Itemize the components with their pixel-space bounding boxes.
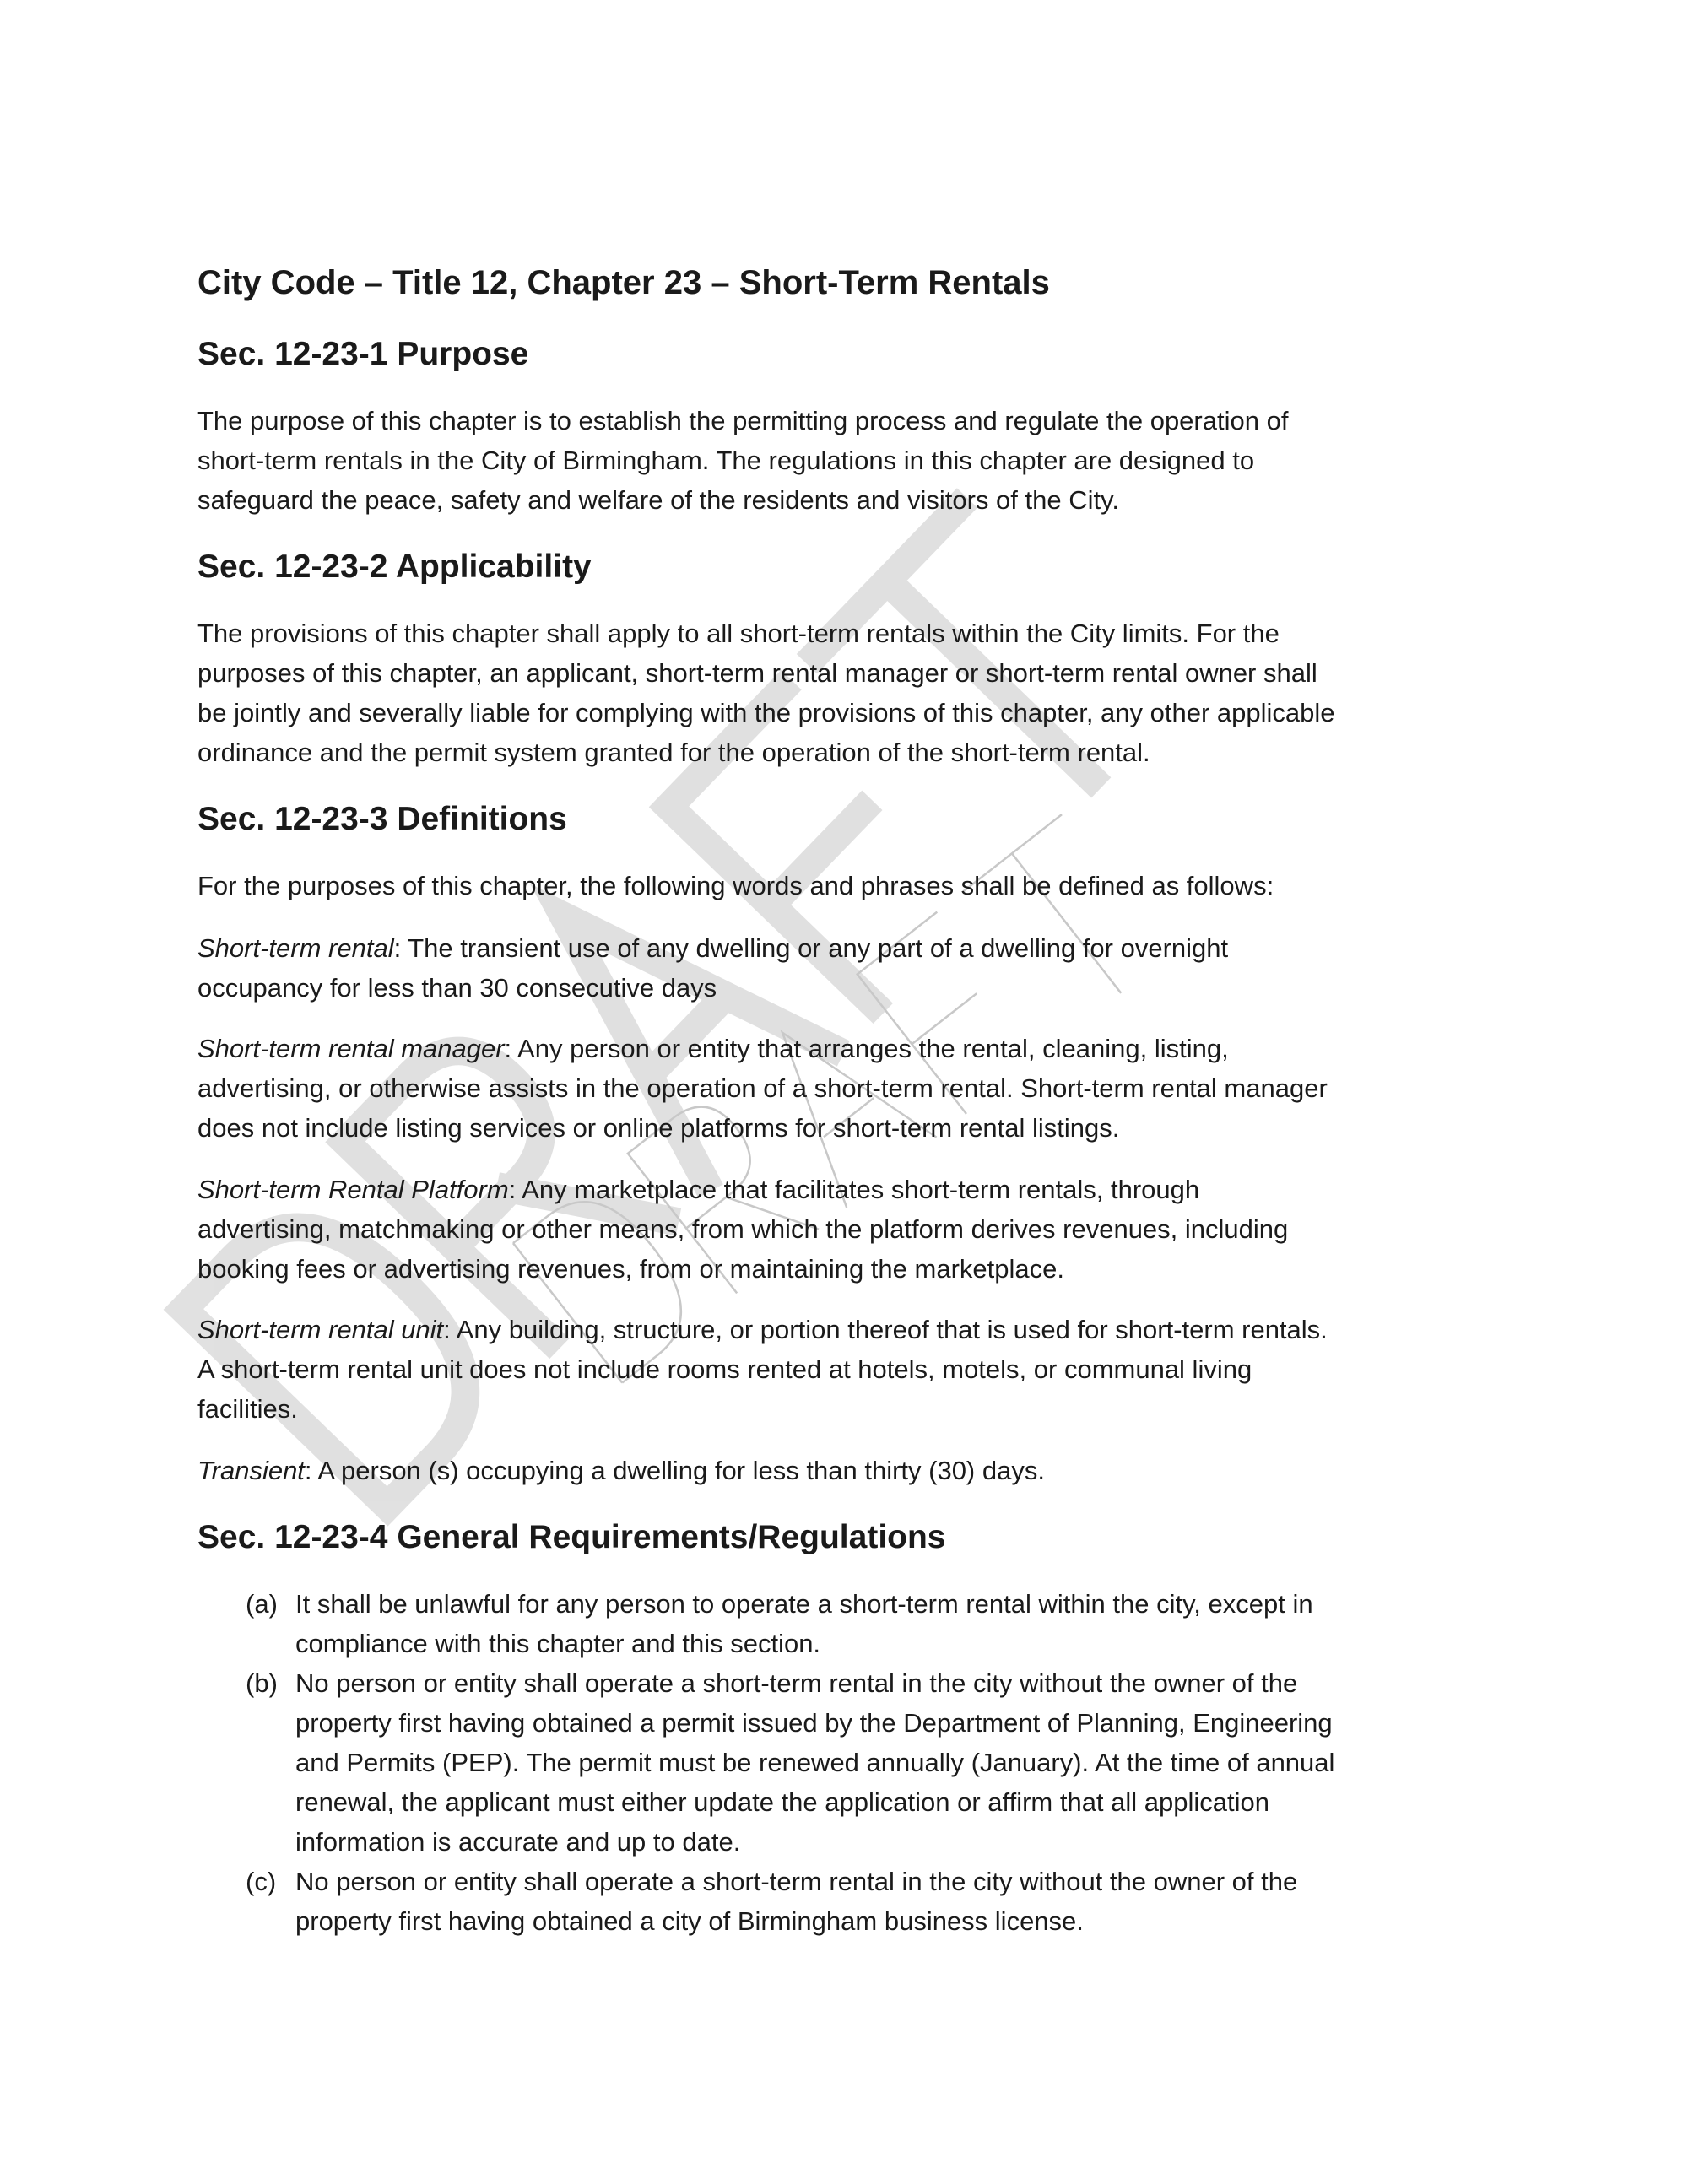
text-line: safeguard the peace, safety and welfare of the residents and visitors of the City.	[197, 485, 1119, 515]
document-title: City Code – Title 12, Chapter 23 – Short-Term Rentals	[197, 264, 1050, 301]
text-line: No person or entity shall operate a short-term rental in the city without the owner of the	[295, 1668, 1298, 1698]
text-line: property first having obtained a permit issued by the Department of Planning, Engineering	[295, 1708, 1333, 1738]
section-heading-definitions: Sec. 12-23-3 Definitions	[197, 801, 567, 837]
text-line: occupancy for less than 30 consecutive days	[197, 973, 717, 1003]
text-line: It shall be unlawful for any person to operate a short-term rental within the city, except in	[295, 1589, 1313, 1619]
definition-text: : The transient use of any dwelling or any part of a dwelling for overnight	[393, 933, 1229, 963]
list-label: (a)	[246, 1589, 278, 1619]
text-line: short-term rentals in the City of Birmingham. The regulations in this chapter are designed to	[197, 446, 1255, 475]
text-line: advertising, matchmaking or other means, from which the platform derives revenues, including	[197, 1214, 1289, 1244]
list-label: (c)	[246, 1867, 277, 1896]
definition-short-term-rental-manager	[197, 1029, 1328, 1148]
definition-text: : A person (s) occupying a dwelling for less than thirty (30) days.	[304, 1456, 1045, 1485]
section-heading-applicability: Sec. 12-23-2 Applicability	[197, 549, 592, 585]
definition-transient	[197, 1451, 1045, 1490]
text-line: ordinance and the permit system granted for the operation of the short-term rental.	[197, 738, 1150, 767]
applicability-paragraph	[197, 614, 1335, 772]
text-line: compliance with this chapter and this section.	[295, 1629, 821, 1658]
text-line: be jointly and severally liable for complying with the provisions of this chapter, any other applicable	[197, 698, 1335, 727]
text-line: facilities.	[197, 1394, 298, 1424]
definition-text: : Any marketplace that facilitates short-term rentals, through	[508, 1175, 1200, 1204]
text-line: purposes of this chapter, an applicant, short-term rental manager or short-term rental owner shall	[197, 658, 1317, 688]
text-line: The purpose of this chapter is to establish the permitting process and regulate the operation of	[197, 406, 1289, 435]
definition-short-term-rental-unit	[197, 1310, 1328, 1429]
definition-short-term-rental	[197, 928, 1228, 1008]
text-line: A short-term rental unit does not include rooms rented at hotels, motels, or communal living	[197, 1354, 1252, 1384]
text-line: and Permits (PEP). The permit must be renewed annually (January). At the time of annual	[295, 1748, 1335, 1777]
definition-short-term-rental-platform	[197, 1170, 1288, 1289]
definition-term: Short-term rental unit	[197, 1315, 444, 1344]
definition-term: Short-term Rental Platform	[197, 1175, 509, 1204]
text-line: booking fees or advertising revenues, from or maintaining the marketplace.	[197, 1254, 1064, 1284]
section-heading-general-requirements: Sec. 12-23-4 General Requirements/Regulations	[197, 1519, 946, 1555]
text-line: For the purposes of this chapter, the following words and phrases shall be defined as follows:	[197, 871, 1274, 900]
definitions-intro	[197, 866, 1274, 905]
list-label: (b)	[246, 1668, 278, 1698]
text-line: property first having obtained a city of Birmingham business license.	[295, 1906, 1084, 1936]
purpose-paragraph	[197, 401, 1288, 520]
text-line: renewal, the applicant must either update the application or affirm that all application	[295, 1787, 1270, 1817]
definition-term: Short-term rental	[197, 933, 394, 963]
definition-text: : Any person or entity that arranges the rental, cleaning, listing,	[504, 1034, 1229, 1063]
text-line: does not include listing services or online platforms for short-term rental listings.	[197, 1113, 1120, 1143]
text-line: The provisions of this chapter shall apply to all short-term rentals within the City limits. For the	[197, 619, 1280, 648]
definition-term: Transient	[197, 1456, 305, 1485]
text-line: information is accurate and up to date.	[295, 1827, 741, 1857]
text-line: No person or entity shall operate a short-term rental in the city without the owner of the	[295, 1867, 1298, 1896]
text-line: advertising, or otherwise assists in the operation of a short-term rental. Short-term rental manager	[197, 1073, 1328, 1103]
definition-term: Short-term rental manager	[197, 1034, 505, 1063]
definition-text: : Any building, structure, or portion thereof that is used for short-term rentals.	[443, 1315, 1328, 1344]
section-heading-purpose: Sec. 12-23-1 Purpose	[197, 336, 529, 372]
